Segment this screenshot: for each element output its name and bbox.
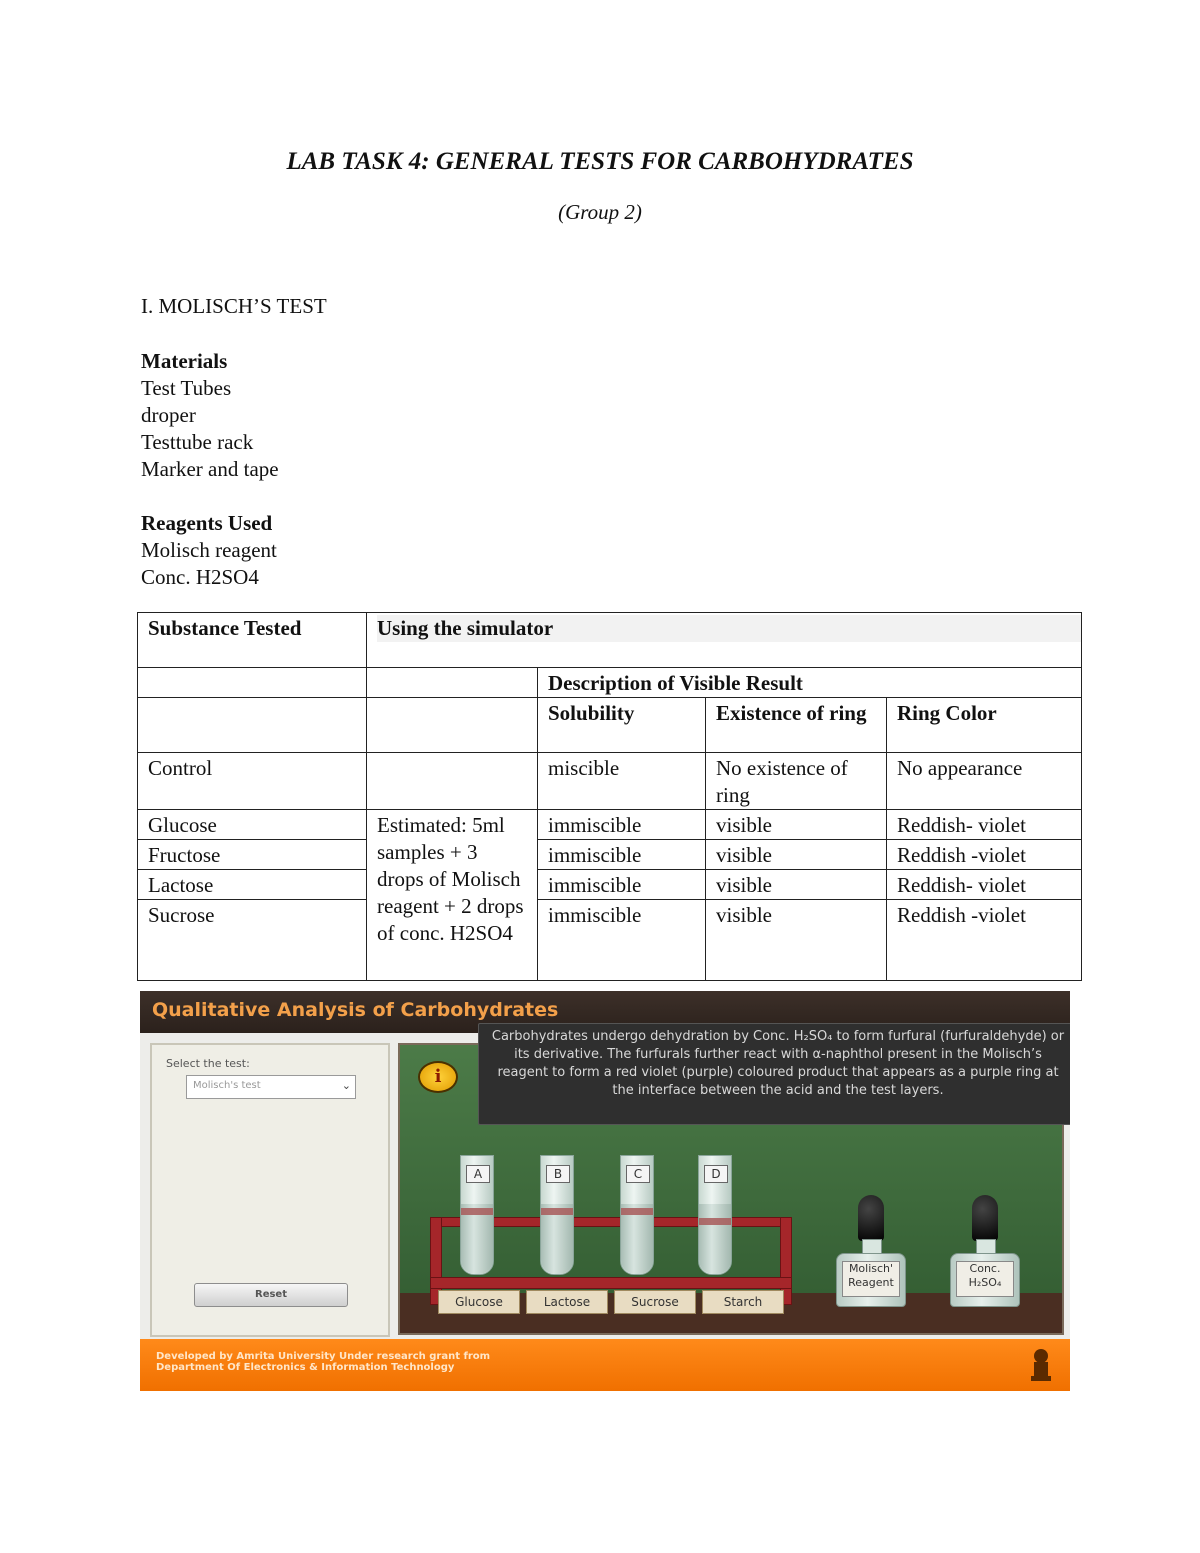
ring-cell: visible — [706, 840, 887, 870]
document-title: LAB TASK 4: GENERAL TESTS FOR CARBOHYDRATES — [286, 148, 914, 175]
test-select-dropdown[interactable] — [186, 1075, 356, 1099]
simulator-screenshot — [140, 991, 1070, 1391]
rack-base — [430, 1277, 792, 1289]
header-substance: Substance Tested — [138, 613, 367, 668]
info-icon[interactable]: i — [418, 1061, 458, 1093]
table-row — [138, 840, 1082, 870]
bottle-label: Conc. H₂SO₄ — [956, 1261, 1014, 1297]
ring-cell: visible — [706, 810, 887, 840]
tube-letter: D — [704, 1165, 728, 1183]
substance-name: Fructose — [138, 840, 367, 870]
substance-name: Lactose — [138, 870, 367, 900]
header-description: Description of Visible Result — [538, 668, 1082, 698]
substance-name: Control — [138, 753, 367, 810]
purple-ring — [541, 1208, 573, 1215]
tube-letter: B — [546, 1165, 570, 1183]
dropper-cap — [972, 1195, 998, 1241]
empty-cell — [367, 668, 538, 698]
solubility-cell: immiscible — [538, 810, 706, 840]
table-row — [138, 870, 1082, 900]
sample-label-starch: Starch — [702, 1290, 784, 1314]
reagents-heading: Reagents Used — [141, 511, 273, 535]
reagent-item: Molisch reagent — [141, 538, 277, 562]
sample-label-glucose: Glucose — [438, 1290, 520, 1314]
control-panel — [150, 1043, 390, 1337]
simulator-footer — [140, 1339, 1070, 1391]
ring-color-cell: Reddish -violet — [887, 840, 1082, 870]
material-item: Marker and tape — [141, 457, 279, 481]
reagents-block — [141, 510, 277, 591]
ring-color-cell: Reddish -violet — [887, 900, 1082, 981]
header-ring-color: Ring Color — [887, 698, 1082, 753]
solubility-cell: immiscible — [538, 870, 706, 900]
solubility-cell: immiscible — [538, 900, 706, 981]
procedure-cell: Estimated: 5ml samples + 3 drops of Molisch reagent + 2 drops of conc. H2SO4 — [367, 810, 538, 981]
chevron-down-icon: ⌄ — [341, 1079, 351, 1092]
purple-ring — [621, 1208, 653, 1215]
results-table — [137, 612, 1082, 981]
ring-cell: No existence of ring — [706, 753, 887, 810]
table-row — [138, 753, 1082, 810]
ring-cell: visible — [706, 900, 887, 981]
reagent-item: Conc. H2SO4 — [141, 565, 259, 589]
molisch-reagent-bottle[interactable] — [836, 1195, 906, 1305]
purple-ring — [461, 1208, 493, 1215]
footer-line: Department Of Electronics & Information Technology — [156, 1362, 455, 1373]
dropper-cap — [858, 1195, 884, 1241]
material-item: Test Tubes — [141, 376, 232, 400]
purple-ring — [699, 1218, 731, 1225]
document-subtitle: (Group 2) — [558, 200, 642, 224]
sample-label-sucrose: Sucrose — [614, 1290, 696, 1314]
empty-cell — [138, 698, 367, 753]
select-test-label: Select the test: — [166, 1057, 250, 1070]
substance-name: Glucose — [138, 810, 367, 840]
ring-color-cell: Reddish- violet — [887, 810, 1082, 840]
footer-credit — [156, 1351, 490, 1373]
ring-cell: visible — [706, 870, 887, 900]
info-tooltip: Carbohydrates undergo dehydration by Conc. H₂SO₄ to form furfural (furfuraldehyde) or its derivative. The furfurals further react with α-naphthol present in the Molisch’s reagent to form a red violet (purple) coloured product that appears as a purple ring at the interface between the acid and the test layers. — [478, 1023, 1070, 1125]
header-simulator — [367, 613, 1082, 668]
bottle-label: Molisch' Reagent — [842, 1261, 900, 1297]
test-select-value: Molisch's test — [193, 1080, 261, 1091]
header-ring: Existence of ring — [706, 698, 887, 753]
table-row — [138, 810, 1082, 840]
solubility-cell: miscible — [538, 753, 706, 810]
section-heading: I. MOLISCH’S TEST — [141, 294, 327, 318]
empty-cell — [367, 698, 538, 753]
table-row — [138, 900, 1082, 981]
substance-name: Sucrose — [138, 900, 367, 981]
materials-heading: Materials — [141, 349, 228, 373]
tube-letter: C — [626, 1165, 650, 1183]
reset-button[interactable]: Reset — [194, 1283, 348, 1307]
header-solubility: Solubility — [538, 698, 706, 753]
material-item: droper — [141, 403, 196, 427]
ring-color-cell: Reddish- violet — [887, 870, 1082, 900]
header-simulator-label: Using the simulator — [377, 615, 1081, 642]
ring-color-cell: No appearance — [887, 753, 1082, 810]
simulator-title: Qualitative Analysis of Carbohydrates — [152, 999, 559, 1021]
sulfuric-acid-bottle[interactable] — [950, 1195, 1020, 1305]
sample-label-lactose: Lactose — [526, 1290, 608, 1314]
empty-cell — [367, 753, 538, 810]
national-emblem-icon — [1028, 1347, 1054, 1385]
material-item: Testtube rack — [141, 430, 254, 454]
materials-block — [141, 348, 279, 483]
solubility-cell: immiscible — [538, 840, 706, 870]
tube-letter: A — [466, 1165, 490, 1183]
footer-line: Developed by Amrita University Under research grant from — [156, 1351, 491, 1362]
empty-cell — [138, 668, 367, 698]
